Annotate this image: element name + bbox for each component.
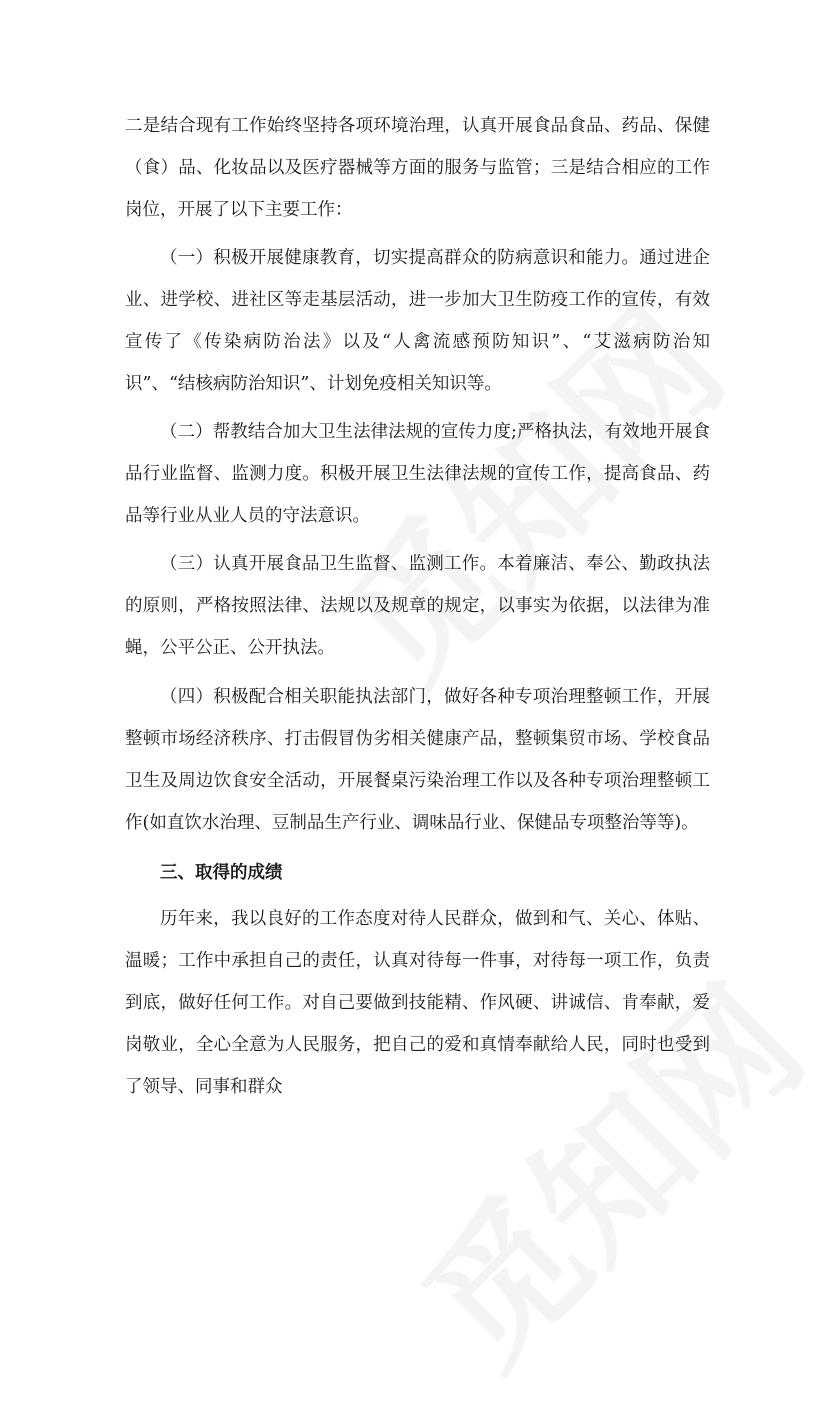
paragraph-item-1: （一）积极开展健康教育，切实提高群众的防病意识和能力。通过进企业、进学校、进社区等走基层活动，进一步加大卫生防疫工作的宣传，有效宣传了《传染病防治法》以及“人禽流感预防知识”、“艾滋病防治知识”、“结核病防治知识”、计划免疫相关知识等。 [125, 248, 710, 394]
paragraph-item-3: （三）认真开展食品卫生监督、监测工作。本着廉洁、奉公、勤政执法的原则，严格按照法律、法规以及规章的规定，以事实为依据，以法律为准蝇，公平公正、公开执法。 [125, 554, 710, 658]
paragraph-item-2: （二）帮教结合加大卫生法律法规的宣传力度;严格执法，有效地开展食品行业监督、监测力度。积极开展卫生法律法规的宣传工作，提高食品、药品等行业从业人员的守法意识。 [125, 422, 710, 526]
section-heading-achievements: 三、取得的成绩 [160, 863, 283, 883]
paragraph-intro: 二是结合现有工作始终坚持各项环境治理，认真开展食品食品、药品、保健（食）品、化妆品以及医疗器械等方面的服务与监管；三是结合相应的工作岗位，开展了以下主要工作： [125, 116, 710, 220]
paragraph-achievements: 历年来，我以良好的工作态度对待人民群众，做到和气、关心、体贴、温暖；工作中承担自己的责任，认真对待每一件事，对待每一项工作，负责到底，做好任何工作。对自己要做到技能精、作风硬、讲诚信、肯奉献，爱岗敬业，全心全意为人民服务，把自己的爱和真情奉献给人民，同时也受到了领导、同事和群众 [125, 909, 710, 1097]
paragraph-item-4: （四）积极配合相关职能执法部门，做好各种专项治理整顿工作，开展整顿市场经济秩序、打击假冒伪劣相关健康产品，整顿集贸市场、学校食品卫生及周边饮食安全活动，开展餐桌污染治理工作以及各种专项治理整顿工作(如直饮水治理、豆制品生产行业、调味品行业、保健品专项整治等等)。 [125, 687, 710, 833]
